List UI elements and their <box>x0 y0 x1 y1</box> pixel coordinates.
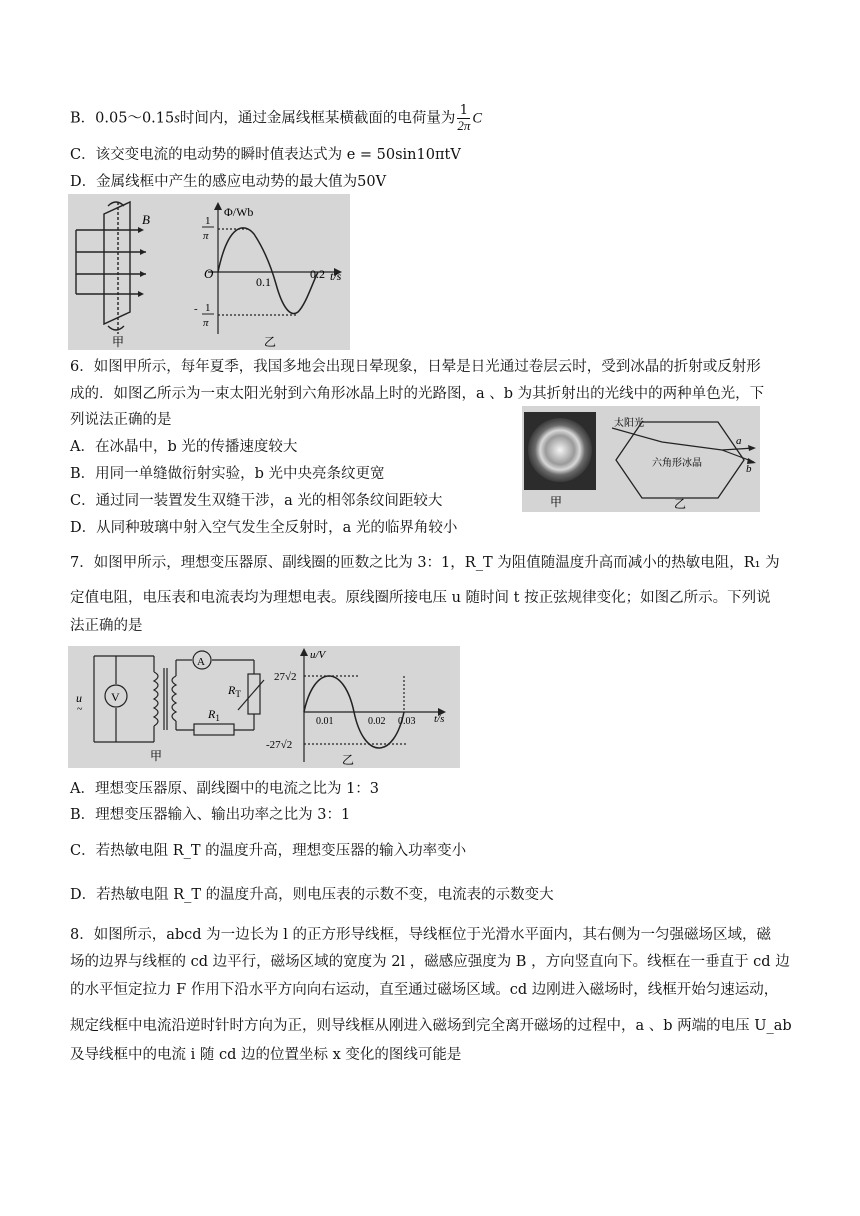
q5-option-b <box>70 104 482 133</box>
q5-option-b-text: 时间内，通过金属线框某横截面的电荷量为 <box>179 110 456 127</box>
q5-y-bot-num: 1 <box>205 302 211 314</box>
q6-label-yi: 乙 <box>674 497 687 511</box>
q6-label-b: b <box>746 463 752 475</box>
q7-neg-peak-label: -27√2 <box>266 739 293 751</box>
q7-label-r1: $R_1$ <box>208 707 220 723</box>
q5-option-b-prefix: B．0.05～0.15 <box>70 110 175 127</box>
q5-y-bot-den: π <box>203 317 209 329</box>
q5-option-b-unit-s: s <box>174 110 180 127</box>
q8-stem-line3: 的水平恒定拉力 F 作用下沿水平方向向右运动，直至通过磁场区域。cd 边刚进入磁场时，线框开始匀速运动， <box>70 982 779 998</box>
q7-figure <box>68 646 460 768</box>
q5-label-yi: 乙 <box>264 335 277 349</box>
q6-option-a: A．在冰晶中，b 光的传播速度较大 <box>70 439 298 455</box>
q6-halo-ring <box>528 418 592 482</box>
q8-stem-line4: 规定线框中电流沿逆时针时方向为正，则导线框从刚进入磁场到完全离开磁场的过程中，a 、b 两端的电压 U_ab <box>70 1018 792 1034</box>
q6-figure <box>522 406 760 512</box>
q8-stem-line1: 8．如图所示，abcd 为一边长为 l 的正方形导线框，导线框位于光滑水平面内，其右侧为一匀强磁场区域，磁 <box>70 927 772 943</box>
q7-stem-line1: 7．如图甲所示，理想变压器原、副线圈的匝数之比为 3：1，R_T 为阻值随温度升高而减小的热敏电阻，R₁ 为 <box>70 555 780 571</box>
q6-figure-svg <box>522 406 760 512</box>
q5-option-d: D．金属线框中产生的感应电动势的最大值为50V <box>70 174 387 190</box>
q7-t-axis-label: t/s <box>434 713 445 725</box>
q7-stem-line2: 定值电阻，电压表和电流表均为理想电表。原线圈所接电压 u 随时间 t 按正弦规律变化；如图乙所示。下列说 <box>70 590 771 606</box>
q7-label-yi: 乙 <box>342 753 355 767</box>
q7-figure-svg <box>68 646 460 768</box>
q7-tick-001: 0.01 <box>316 716 334 727</box>
q5-origin: O <box>204 266 214 281</box>
q7-voltmeter: V <box>111 690 120 704</box>
q5-option-b-fraction <box>457 104 470 133</box>
q5-y-bot-minus: - <box>194 303 198 315</box>
q5-tick-01: 0.1 <box>256 275 271 289</box>
q7-label-jia: 甲 <box>150 749 163 763</box>
q8-stem-line5: 及导线框中的电流 i 随 cd 边的位置坐标 x 变化的图线可能是 <box>70 1047 462 1063</box>
q7-u-axis-label: u/V <box>310 649 326 661</box>
q6-label-sun: 太阳光 <box>614 418 644 429</box>
q7-peak-label: 27√2 <box>274 671 297 683</box>
q6-option-b: B．用同一单缝做衍射实验，b 光中央亮条纹更宽 <box>70 466 385 482</box>
q6-label-a: a <box>736 435 742 447</box>
q5-label-b: B <box>142 212 150 227</box>
q5-figure-svg <box>68 194 350 350</box>
q6-option-c: C．通过同一装置发生双缝干涉，a 光的相邻条纹间距较大 <box>70 493 443 509</box>
q7-ammeter: A <box>197 656 205 668</box>
q7-tick-003: 0.03 <box>398 716 416 727</box>
q7-label-tilde: ~ <box>77 704 83 715</box>
q7-stem-line3: 法正确的是 <box>70 618 143 634</box>
q7-label-u: u <box>76 691 82 705</box>
q7-tick-002: 0.02 <box>368 716 386 727</box>
q7-option-b: B．理想变压器输入、输出功率之比为 3：1 <box>70 807 351 823</box>
q5-label-jia: 甲 <box>112 335 125 349</box>
q6-label-crystal: 六角形冰晶 <box>652 458 702 469</box>
q8-stem-line2: 场的边界与线框的 cd 边平行，磁场区域的宽度为 2l ，磁感应强度为 B ，方向竖直向下。线框在一垂直于 cd 边 <box>70 954 790 970</box>
q6-stem-line3: 列说法正确的是 <box>70 412 172 428</box>
q5-figure <box>68 194 350 350</box>
q5-tick-02: 0.2 <box>310 267 325 281</box>
q5-fraction-denominator: 2π <box>457 118 471 133</box>
q5-option-b-unit-c: C <box>472 110 483 127</box>
q6-stem-line2: 成的．如图乙所示为一束太阳光射到六角形冰晶上时的光路图，a 、b 为其折射出的光线中的两种单色光，下 <box>70 386 765 402</box>
q7-label-rt: $R_T$ <box>228 683 241 699</box>
q7-option-d: D．若热敏电阻 R_T 的温度升高，则电压表的示数不变，电流表的示数变大 <box>70 887 554 903</box>
q5-y-top-den: π <box>203 230 209 242</box>
q6-option-d: D．从同种玻璃中射入空气发生全反射时，a 光的临界角较小 <box>70 520 458 536</box>
q5-option-c: C．该交变电流的电动势的瞬时值表达式为 e = 50sin10πtV <box>70 147 461 163</box>
q6-label-jia: 甲 <box>550 495 563 509</box>
q5-t-axis-label: t/s <box>330 269 342 283</box>
q7-option-c: C．若热敏电阻 R_T 的温度升高，理想变压器的输入功率变小 <box>70 843 467 859</box>
q7-option-a: A．理想变压器原、副线圈中的电流之比为 1：3 <box>70 781 380 797</box>
q5-phi-axis-label: Φ/Wb <box>224 205 254 219</box>
q6-stem-line1: 6．如图甲所示，每年夏季，我国多地会出现日晕现象，日晕是日光通过卷层云时，受到冰晶的折射或反射形 <box>70 359 761 375</box>
q5-y-top-num: 1 <box>205 215 211 227</box>
q5-fraction-numerator: 1 <box>457 104 470 119</box>
